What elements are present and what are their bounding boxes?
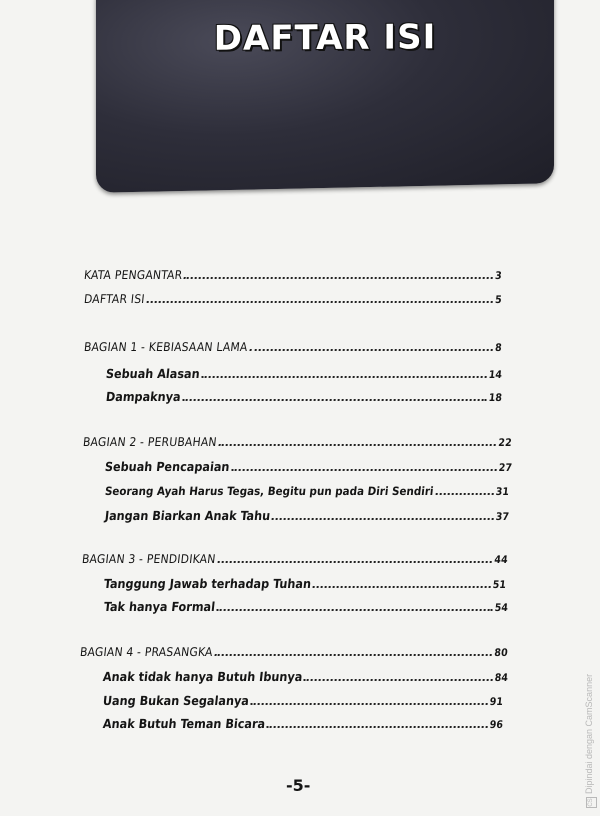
toc-section-heading bbox=[82, 435, 512, 449]
toc-entry-label: Jangan Biarkan Anak Tahu bbox=[104, 508, 272, 523]
toc-entry-page: 44 bbox=[493, 554, 509, 566]
toc-entry bbox=[103, 599, 509, 614]
leader-dots bbox=[214, 654, 492, 656]
toc-entry bbox=[105, 366, 503, 381]
toc-entry-page: 96 bbox=[489, 719, 504, 731]
toc-entry bbox=[104, 459, 513, 474]
toc-entry bbox=[102, 693, 504, 708]
toc-entry-label: Seorang Ayah Harus Tegas, Begitu pun pada Diri Sendiri bbox=[104, 484, 435, 498]
watermark-text: Dipindai dengan CamScanner bbox=[584, 673, 594, 794]
leader-dots bbox=[217, 609, 493, 611]
toc-entry-page: 31 bbox=[495, 486, 510, 498]
leader-dots bbox=[146, 301, 493, 303]
toc-entry bbox=[102, 669, 509, 684]
toc-entry-page: 84 bbox=[494, 672, 509, 684]
toc-section-heading bbox=[79, 645, 508, 659]
toc-entry bbox=[102, 716, 504, 731]
leader-dots bbox=[304, 679, 493, 681]
leader-dots bbox=[201, 376, 486, 378]
toc-entry-page: 5 bbox=[494, 294, 503, 306]
toc-entry-page: 18 bbox=[488, 392, 503, 404]
leader-dots bbox=[313, 586, 491, 588]
page-number: -5- bbox=[286, 776, 311, 795]
toc-entry-label: Dampaknya bbox=[105, 389, 182, 404]
toc-entry-page: 37 bbox=[495, 511, 510, 523]
toc-entry bbox=[83, 268, 502, 282]
leader-dots bbox=[251, 703, 488, 705]
toc-entry-label: BAGIAN 1 - KEBIASAAN LAMA bbox=[83, 340, 249, 354]
toc-section-heading bbox=[81, 552, 508, 566]
leader-dots bbox=[435, 493, 494, 495]
leader-dots bbox=[249, 349, 493, 351]
leader-dots bbox=[182, 399, 486, 401]
leader-dots bbox=[184, 277, 493, 279]
toc-entry bbox=[104, 484, 509, 498]
toc-entry-label: Uang Bukan Segalanya bbox=[102, 693, 250, 708]
toc-entry-page: 14 bbox=[488, 369, 503, 381]
camscanner-logo-icon: CS bbox=[586, 797, 597, 808]
toc-entry-label: Tak hanya Formal bbox=[103, 599, 216, 614]
leader-dots bbox=[217, 561, 492, 563]
scanner-watermark bbox=[584, 674, 597, 808]
toc-entry-label: Sebuah Alasan bbox=[105, 366, 201, 381]
toc-entry-page: 80 bbox=[493, 647, 509, 659]
toc-entry-page: 22 bbox=[497, 437, 513, 449]
toc-entry-page: 91 bbox=[489, 696, 504, 708]
toc-entry-page: 8 bbox=[494, 342, 503, 354]
toc-entry-label: Tanggung Jawab terhadap Tuhan bbox=[103, 576, 312, 591]
leader-dots bbox=[267, 726, 488, 728]
page-title: DAFTAR ISI bbox=[213, 17, 437, 59]
toc-section-heading bbox=[83, 340, 502, 354]
toc-entry bbox=[103, 576, 507, 591]
toc-entry-page: 51 bbox=[492, 579, 507, 591]
toc-entry bbox=[104, 508, 510, 523]
toc-entry-page: 27 bbox=[498, 462, 513, 474]
toc-entry-label: Anak tidak hanya Butuh Ibunya bbox=[102, 669, 304, 684]
leader-dots bbox=[218, 444, 496, 446]
toc-entry bbox=[105, 389, 503, 404]
toc-entry-page: 54 bbox=[494, 602, 509, 614]
toc-entry-label: BAGIAN 2 - PERUBAHAN bbox=[82, 435, 218, 449]
toc-entry-page: 3 bbox=[494, 270, 503, 282]
toc-entry-label: KATA PENGANTAR bbox=[83, 268, 184, 282]
toc-entry bbox=[83, 292, 502, 306]
toc-entry-label: BAGIAN 3 - PENDIDIKAN bbox=[81, 552, 217, 566]
leader-dots bbox=[231, 469, 497, 471]
leader-dots bbox=[272, 518, 494, 520]
toc-entry-label: Anak Butuh Teman Bicara bbox=[102, 716, 267, 731]
toc-entry-label: Sebuah Pencapaian bbox=[104, 459, 231, 474]
toc-entry-label: DAFTAR ISI bbox=[83, 292, 146, 306]
toc-entry-label: BAGIAN 4 - PRASANGKA bbox=[79, 645, 214, 659]
